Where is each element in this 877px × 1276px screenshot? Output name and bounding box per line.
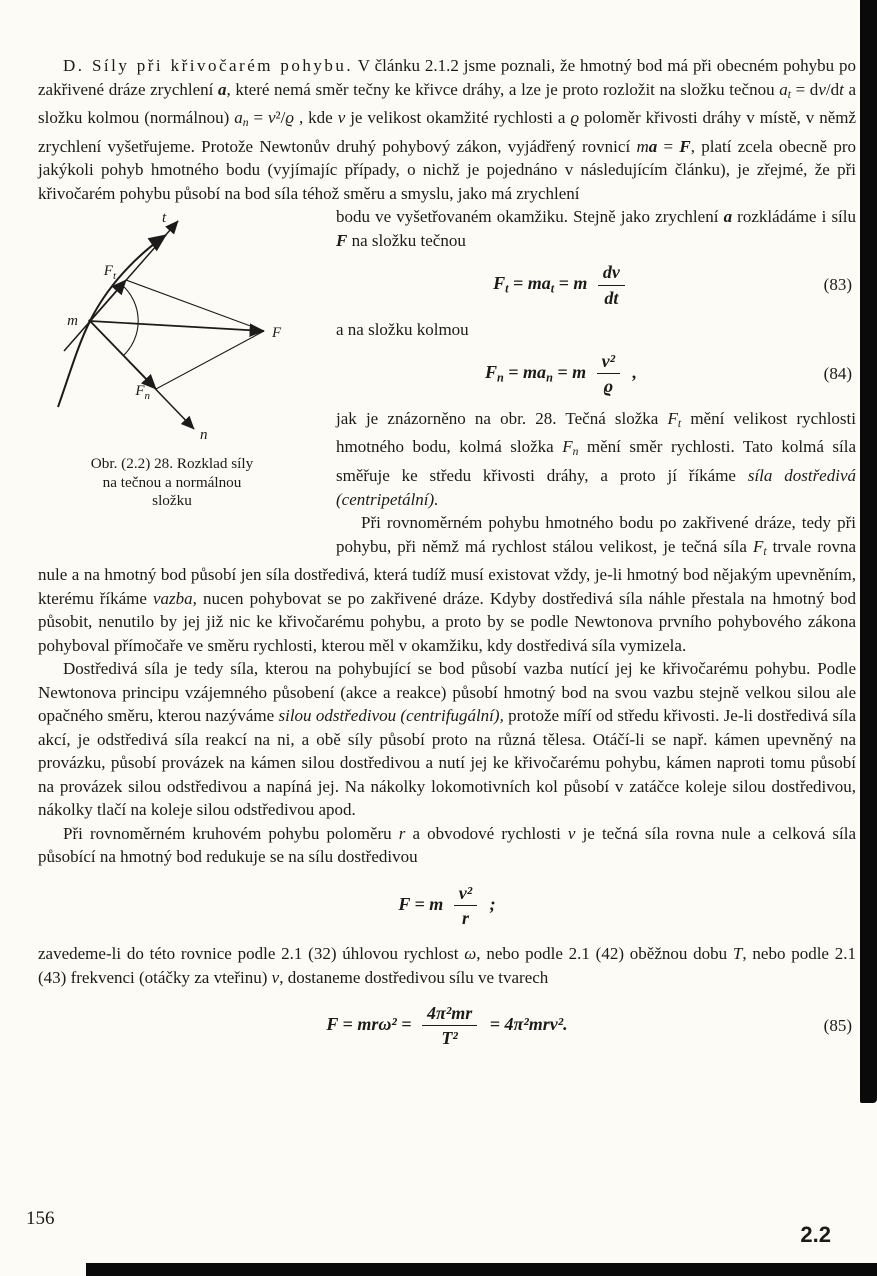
page-content [38, 54, 856, 1048]
equation-central-force [38, 883, 856, 928]
figure-caption-line: na tečnou a normálnou [102, 473, 242, 491]
label-Fn: $F_n$ [135, 383, 150, 403]
eqf-denominator: r [461, 907, 469, 928]
figure-caption-line: Obr. (2.2) 28. Rozklad síly [90, 455, 254, 473]
eqf-numerator: v² [454, 883, 477, 906]
eq85-denominator: T² [441, 1028, 458, 1049]
eq83-lhs: $F_t = ma_t = m$ [493, 273, 588, 296]
eqf-fraction [454, 883, 477, 928]
eq84-numerator: v² [597, 351, 620, 374]
paragraph-fig-discussion: jak je znázorněno na obr. 28. Tečná složka $F_t$ mění velikost rychlosti hmotného bodu, kolmá složka $F_n$ mění směr rychlosti. Tato kolmá síla směřuje ke středu křivosti dráhy, a proto jí říkáme síla dostředivá (centripetální). [336, 408, 856, 509]
label-Ft: $F_t$ [103, 263, 116, 283]
paragraph-wrap-normal: a na složku kolmou [336, 319, 469, 339]
eq85-number: (85) [823, 1015, 852, 1035]
equation-83 [38, 262, 856, 307]
paragraph-circular-motion: Při rovnoměrném kruhovém pohybu poloměru r a obvodové rychlosti v je tečná síla rovna nule a celková síla působící na hmotný bod redukuje se na sílu dostředivou [38, 823, 857, 867]
eqf-tail: ; [489, 893, 496, 914]
label-F: F [272, 325, 282, 342]
label-n: n [200, 427, 208, 444]
eq84-fraction [597, 351, 620, 396]
paragraph-centripetal-centrifugal: Dostředivá síla je tedy síla, kterou na pohybující se bod působí vazba nutící jej ke křivočarému pohybu. Podle Newtonova principu vzájemného působení (akce a reakce) působí hmotný bod na svou vazbu stejně velkou silou ale opačného směru, kterou nazýváme silou odstředivou (centrifugální), protože míří od středu křivosti. Je-li dostředivá síla akcí, je odstředivá síla reakcí na ni, a obě síly působí proto na různá tělesa. Otáčí-li se např. kámen upevněný na provázku, působí provázek na kámen silou dostředivou a nutí jej ke křivočarému pohybu, kámen naproti tomu působí na provázek silou odstředivou a napíná jej. Na nákolky lokomotivních kol působí v zatáčce koleje silou dostředivou, nákolky tlačí na koleje silou odstředivou apod. [38, 659, 856, 820]
label-m: m [67, 313, 78, 330]
equation-85 [38, 1003, 856, 1048]
paragraph-intro: D. Síly při křivočarém pohybu. V článku 2.1.2 jsme poznali, že hmotný bod má při obecném pohybu po zakřivené dráze zrychlení a, které nemá směr tečny ke křivce dráhy, a lze je proto rozložit na složku tečnou $a_t = dv/dt$ a složku kolmou (normálnou) $a_n = v^2/ϱ$ , kde v je velikost okamžité rychlosti a ϱ poloměr křivosti dráhy v místě, v němž zrychlení vyšetřujeme. Protože Newtonův druhý pohybový zákon, vyjádřený rovnicí ma = F, platí zcela obecně pro jakýkoli pohyb hmotného bodu (vyjímajíc případy, o nichž je pojednáno v následujícím článku), je zřejmé, že při křivočarém pohybu působí na bod síla téhož směru a smyslu, jako má zrychlení [38, 56, 857, 203]
eq84-number: (84) [823, 363, 852, 383]
eq83-fraction [598, 262, 625, 307]
paragraph-uniform-motion: Při rovnoměrném pohybu hmotného bodu po zakřivené dráze, tedy při pohybu, při němž má rychlost stálou velikost, je tečná síla $F_t$ trvale rovna nule a na hmotný bod působí jen síla dostředivá, která tudíž musí existovat vždy, je-li hmotný bod nějakým upevněním, kterému říkáme vazba, nucen pohybovat se po zakřivené dráze. Kdyby dostředivá síla náhle přestala na hmotný bod působit, nenutilo by jej již nic ke křivočarému pohybu, a proto by se podle Newtonova prvního pohybového zákona pohyboval přímočaře ve směru rychlosti, kterou měl v okamžiku, kdy dostředivá síla vymizela. [38, 513, 856, 655]
page-number: 156 [26, 1208, 55, 1229]
scan-artifact-bottom-bar [86, 1263, 877, 1276]
eq85-lhs: F = mrω² = [326, 1013, 412, 1034]
scan-artifact-right-bar [860, 0, 877, 1103]
eq85-numerator: 4π²mr [422, 1003, 477, 1026]
figure-caption [38, 455, 306, 510]
paragraph-substitution: zavedeme-li do této rovnice podle 2.1 (32) úhlovou rychlost ω, nebo podle 2.1 (42) oběžnou dobu T, nebo podle 2.1 (43) frekvenci (otáčky za vteřinu) ν, dostaneme dostředivou sílu ve tvarech [38, 944, 856, 987]
figure-caption-line: složku [152, 492, 192, 510]
eqf-lhs: F = m [398, 893, 444, 914]
eq85-fraction [422, 1003, 477, 1048]
eq84-lhs: $F_n = ma_n = m$ [484, 362, 587, 385]
paragraph-wrap-tangent: bodu ve vyšetřovaném okamžiku. Stejně jako zrychlení a rozkládáme i sílu F na složku tečnou [336, 207, 857, 250]
eq83-numerator: dv [598, 262, 625, 285]
eq83-denominator: dt [604, 287, 619, 308]
eq84-tail: , [632, 362, 638, 383]
eq84-denominator: ϱ [603, 376, 614, 397]
force-arrow-F [90, 321, 264, 331]
eq83-number: (83) [823, 275, 852, 295]
label-t: t [162, 210, 167, 227]
point-m-dot [88, 320, 92, 324]
section-badge: 2.2 [800, 1222, 831, 1247]
equation-84 [38, 351, 856, 396]
eq85-tail: = 4π²mrν². [489, 1013, 568, 1034]
figure-diagram [38, 209, 306, 447]
